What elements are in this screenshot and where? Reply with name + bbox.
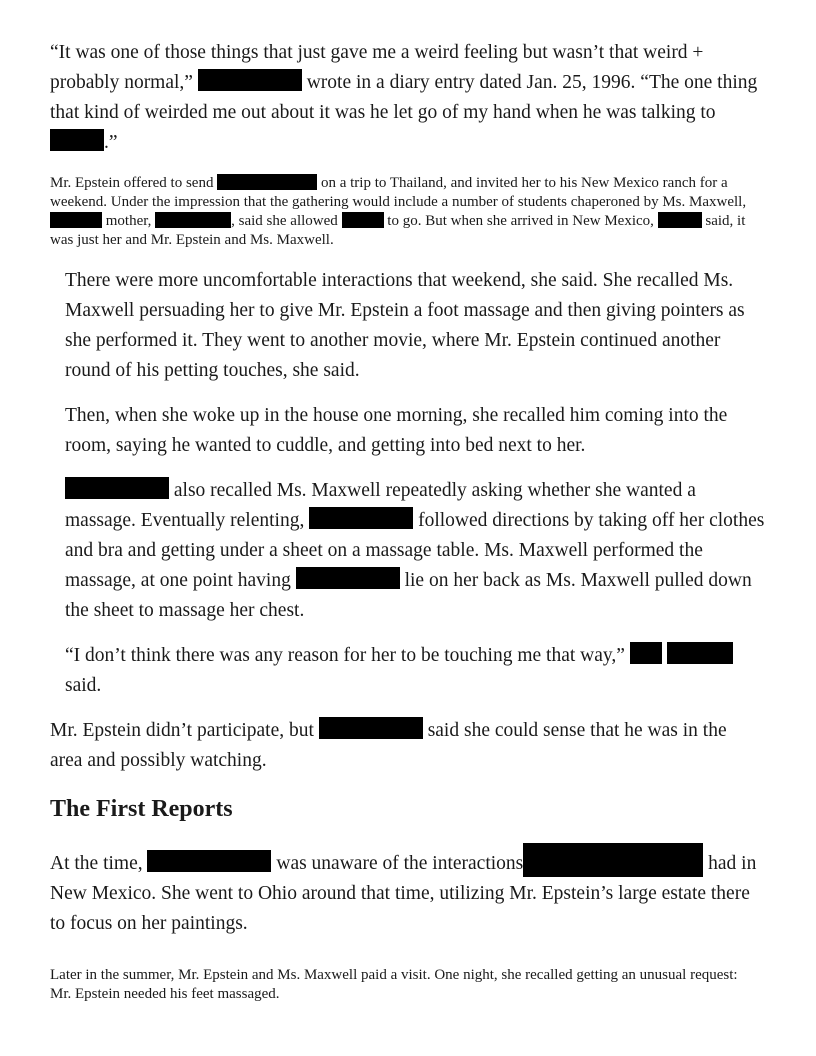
text-segment: Mr. Epstein offered to send <box>50 175 214 191</box>
redaction-bar <box>309 507 413 529</box>
text-segment: wrote in a diary entry dated Jan. 25, 1996. “The one thing that kind of weirded me out about it was he let go of my hand when he was talking to <box>50 72 758 123</box>
redaction-bar <box>50 129 104 151</box>
redaction-bar <box>147 850 271 872</box>
text-segment: said she could sense that he was in the area and possibly watching. <box>50 720 727 771</box>
text-segment: to go. But when she arrived in New Mexico, <box>387 213 654 229</box>
text-segment: had in New Mexico. She went to Ohio around that time, utilizing Mr. Epstein’s large estate there to focus on her paintings. <box>50 853 757 934</box>
text-segment: mother, <box>105 213 152 229</box>
massage-paragraph <box>65 476 765 626</box>
diary-quote-paragraph <box>50 38 770 158</box>
text-segment: , said she allowed <box>231 213 338 229</box>
redaction-bar <box>523 843 703 877</box>
section-heading: The First Reports <box>50 796 233 822</box>
redaction-bar <box>630 642 662 664</box>
text-segment: also recalled Ms. Maxwell repeatedly asking whether she wanted a massage. Eventually relenting, <box>65 480 696 531</box>
redaction-bar <box>296 567 400 589</box>
redaction-bar <box>342 212 384 228</box>
cuddle-paragraph: Then, when she woke up in the house one morning, she recalled him coming into the room, saying he wanted to cuddle, and getting into bed next to her. <box>65 405 728 456</box>
text-segment: lie on her back as Ms. Maxwell pulled down the sheet to massage her chest. <box>65 570 752 621</box>
text-segment: was unaware of the interactions <box>276 853 524 874</box>
thailand-paragraph <box>50 174 762 250</box>
text-segment: .” <box>104 132 118 153</box>
text-segment: on a trip to Thailand, and invited her to his New Mexico ranch for a weekend. Under the impression that the gathering would include a number of students chaperoned by Ms. Maxwell, <box>50 175 747 210</box>
text-segment: followed directions by taking off her clothes and bra and getting under a sheet on a massage table. Ms. Maxwell performed the massage, at one point having <box>65 510 765 591</box>
text-segment: “It was one of those things that just gave me a weird feeling but wasn’t that weird + probably normal,” <box>50 42 704 93</box>
text-segment: said, it was just her and Mr. Epstein and Ms. Maxwell. <box>50 213 746 248</box>
weekend-paragraph: There were more uncomfortable interactions that weekend, she said. She recalled Ms. Maxwell persuading her to give Mr. Epstein a foot massage and then giving pointers as she performed it. They went to another movie, where Mr. Epstein continued another round of his petting touches, she said. <box>65 270 745 381</box>
text-segment: “I don’t think there was any reason for her to be touching me that way,” <box>65 645 625 666</box>
redaction-bar <box>667 642 733 664</box>
quote-paragraph <box>65 641 745 701</box>
text-segment: said. <box>65 675 102 696</box>
summer-visit-paragraph: Later in the summer, Mr. Epstein and Ms. Maxwell paid a visit. One night, she recalled getting an unusual request: Mr. Epstein needed his feet massaged. <box>50 967 738 1002</box>
redaction-bar <box>155 212 231 228</box>
redaction-bar <box>217 174 317 190</box>
redaction-bar <box>198 69 302 91</box>
redaction-bar <box>50 212 102 228</box>
text-segment: At the time, <box>50 853 143 874</box>
text-segment: Mr. Epstein didn’t participate, but <box>50 720 314 741</box>
redaction-bar <box>658 212 702 228</box>
redaction-bar <box>65 477 169 499</box>
redaction-bar <box>319 717 423 739</box>
first-reports-paragraph <box>50 843 762 939</box>
participation-paragraph <box>50 716 762 776</box>
